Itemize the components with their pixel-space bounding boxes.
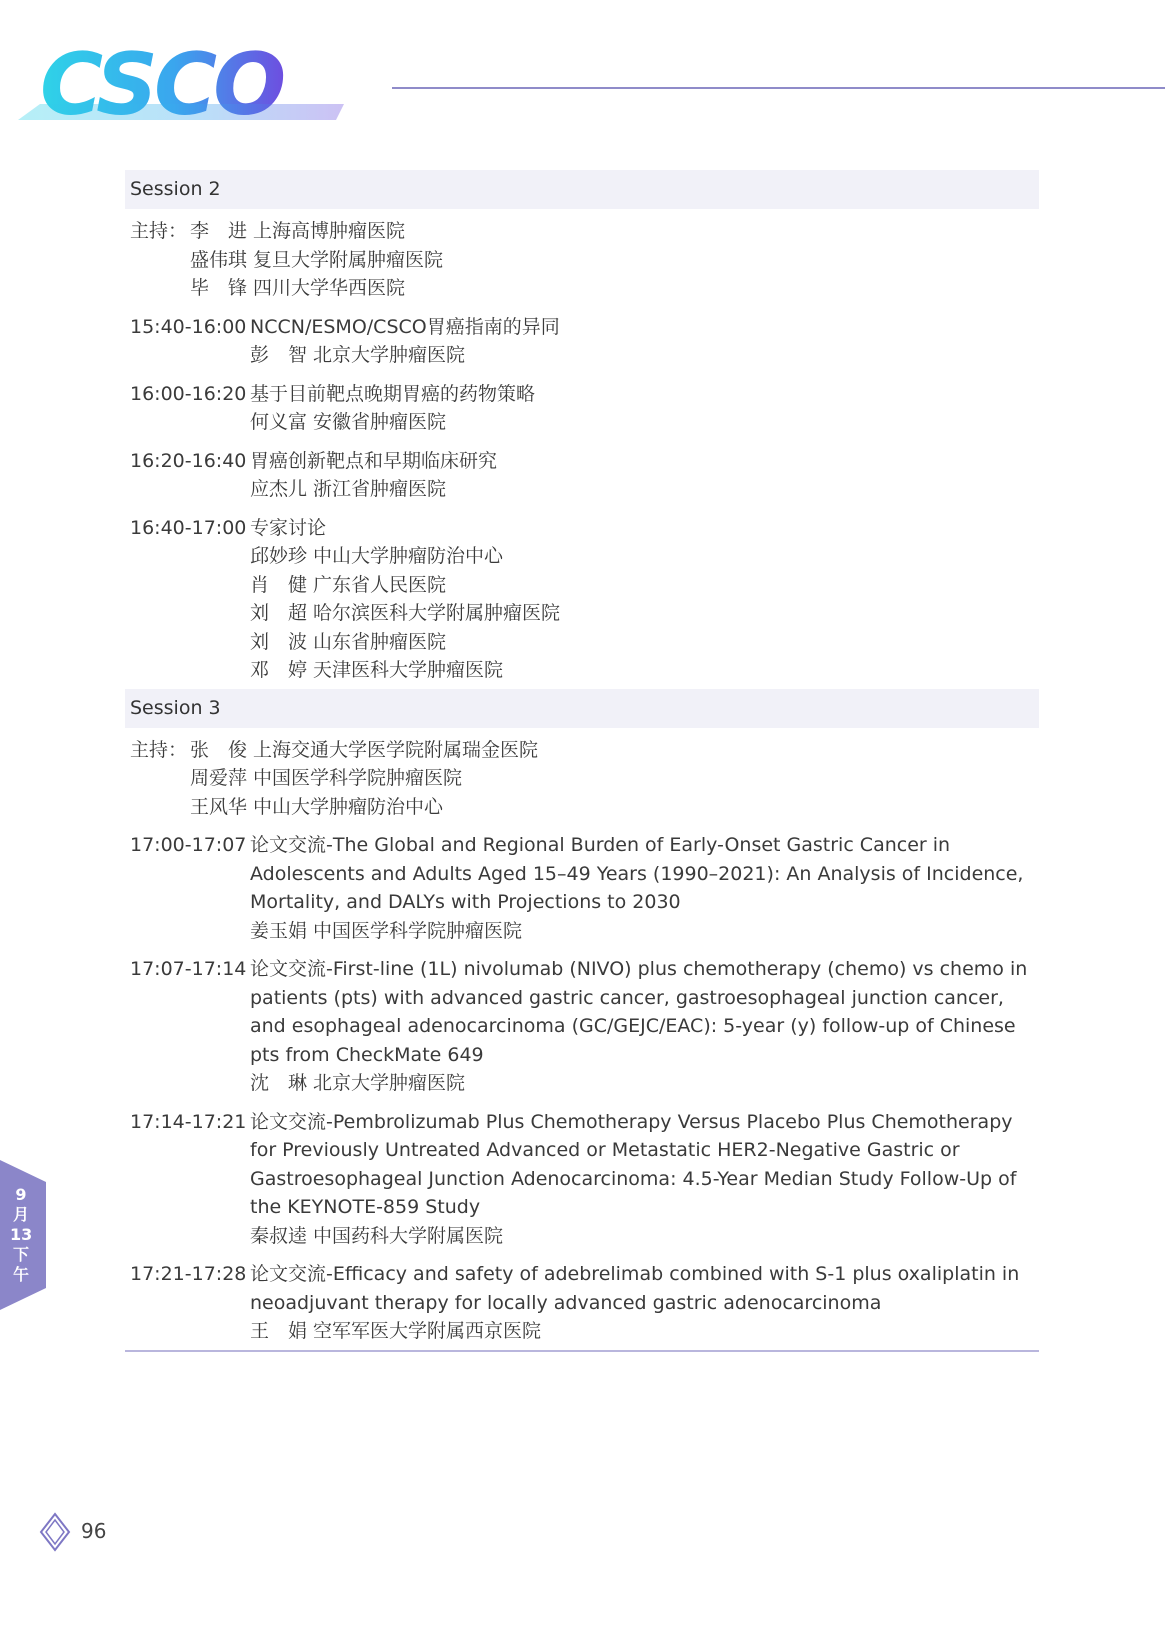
talk-title: 胃癌创新靶点和早期临床研究 — [250, 449, 498, 472]
talk-title: 论文交流-Efficacy and safety of adebrelimab combined with S-1 plus oxaliplatin in neoadjuvant therapy for locally advanced gastric adenocarcinoma — [250, 1263, 1020, 1314]
talk-item — [125, 1108, 1039, 1251]
chair-name: 李 进 上海高博肿瘤医院 — [190, 220, 406, 242]
talk-time: 17:14-17:21 — [130, 1110, 247, 1133]
talk-title: NCCN/ESMO/CSCO胃癌指南的异同 — [250, 315, 560, 338]
date-tab-text — [10, 1185, 32, 1285]
talk-time: 15:40-16:00 — [130, 315, 247, 338]
talk-title: 基于目前靶点晚期胃癌的药物策略 — [250, 382, 536, 405]
chair-name: 张 俊 上海交通大学医学院附属瑞金医院 — [190, 738, 539, 761]
date-tab-line: 月 — [12, 1205, 29, 1224]
chair-row — [125, 736, 1039, 765]
talk-item — [125, 313, 1039, 370]
talk-title: 论文交流-First-line (1L) nivolumab (NIVO) plus chemotherapy (chemo) vs chemo in patients (pts) with advanced gastric cancer, gastroesophageal junction cancer, and esophageal adenocarcinoma (GC/GEJC/EAC): 5-year (y) follow-up of Chinese pts from CheckMate 649 — [250, 958, 1028, 1066]
chair-label: 主持： — [130, 738, 188, 761]
talk-time: 16:00-16:20 — [130, 382, 247, 405]
chair-name: 周爱萍 中国医学科学院肿瘤医院 — [190, 767, 463, 789]
talk-item — [125, 1260, 1039, 1346]
chair-row — [125, 793, 1039, 822]
session-title: Session 2 — [125, 170, 1039, 209]
page-number: 96 — [81, 1519, 107, 1543]
bottom-rule — [125, 1350, 1039, 1352]
header-rule — [392, 87, 1165, 89]
talk-time: 16:40-17:00 — [130, 516, 247, 539]
talk-time: 16:20-16:40 — [130, 449, 247, 472]
speaker: 秦叔逵 中国药科大学附属医院 — [250, 1224, 504, 1247]
talk-item — [125, 514, 1039, 685]
talk-item — [125, 955, 1039, 1098]
date-tab-line: 下 — [12, 1245, 29, 1264]
talk-title: 论文交流-Pembrolizumab Plus Chemotherapy Versus Placebo Plus Chemotherapy for Previously Untreated Advanced or Metastatic HER2-Negative Gastric or Gastroesophageal Junction Adenocarcinoma: 4.5-Year Median Study Follow-Up of the KEYNOTE-859 Study — [250, 1110, 1017, 1218]
speaker: 邓 婷 天津医科大学肿瘤医院 — [250, 659, 504, 681]
chair-row — [125, 274, 1039, 303]
date-tab-line: 13 — [10, 1225, 33, 1244]
talk-time: 17:00-17:07 — [130, 834, 247, 856]
speaker: 沈 琳 北京大学肿瘤医院 — [250, 1072, 466, 1094]
date-tab-line: 午 — [12, 1265, 29, 1284]
diamond-icon — [38, 1512, 72, 1552]
speaker: 王 娟 空军军医大学附属西京医院 — [250, 1320, 542, 1342]
talk-item — [125, 380, 1039, 437]
session-chairs — [125, 736, 1039, 822]
chair-name: 盛伟琪 复旦大学附属肿瘤医院 — [190, 248, 444, 271]
speaker: 肖 健 广东省人民医院 — [250, 573, 447, 596]
speaker: 彭 智 北京大学肿瘤医院 — [250, 344, 466, 366]
talk-title: 专家讨论 — [250, 516, 327, 539]
program-content — [125, 170, 1039, 1352]
logo-text: CSCO — [40, 40, 283, 130]
speaker: 何义富 安徽省肿瘤医院 — [250, 411, 447, 433]
session-title: Session 3 — [125, 689, 1039, 728]
speaker: 刘 波 山东省肿瘤医院 — [250, 630, 447, 653]
csco-logo — [14, 40, 359, 130]
speaker: 邱妙珍 中山大学肿瘤防治中心 — [250, 545, 504, 567]
chair-row — [125, 217, 1039, 246]
talk-time: 17:21-17:28 — [130, 1263, 247, 1285]
chair-row — [125, 764, 1039, 793]
talk-item — [125, 831, 1039, 945]
talk-title: 论文交流-The Global and Regional Burden of Early-Onset Gastric Cancer in Adolescents and Adults Aged 15–49 Years (1990–2021): An Analysis of Incidence, Mortality, and DALYs with Projections to 2030 — [250, 834, 1024, 913]
chair-label: 主持： — [130, 220, 188, 242]
talk-item — [125, 447, 1039, 504]
chair-row — [125, 246, 1039, 275]
date-tab-line: 9 — [15, 1185, 27, 1204]
chair-name: 王风华 中山大学肿瘤防治中心 — [190, 795, 444, 818]
session-chairs — [125, 217, 1039, 303]
speaker: 姜玉娟 中国医学科学院肿瘤医院 — [250, 919, 523, 942]
speaker: 应杰儿 浙江省肿瘤医院 — [250, 478, 447, 500]
chair-name: 毕 锋 四川大学华西医院 — [190, 277, 406, 299]
speaker: 刘 超 哈尔滨医科大学附属肿瘤医院 — [250, 602, 561, 624]
talk-time: 17:07-17:14 — [130, 958, 247, 980]
